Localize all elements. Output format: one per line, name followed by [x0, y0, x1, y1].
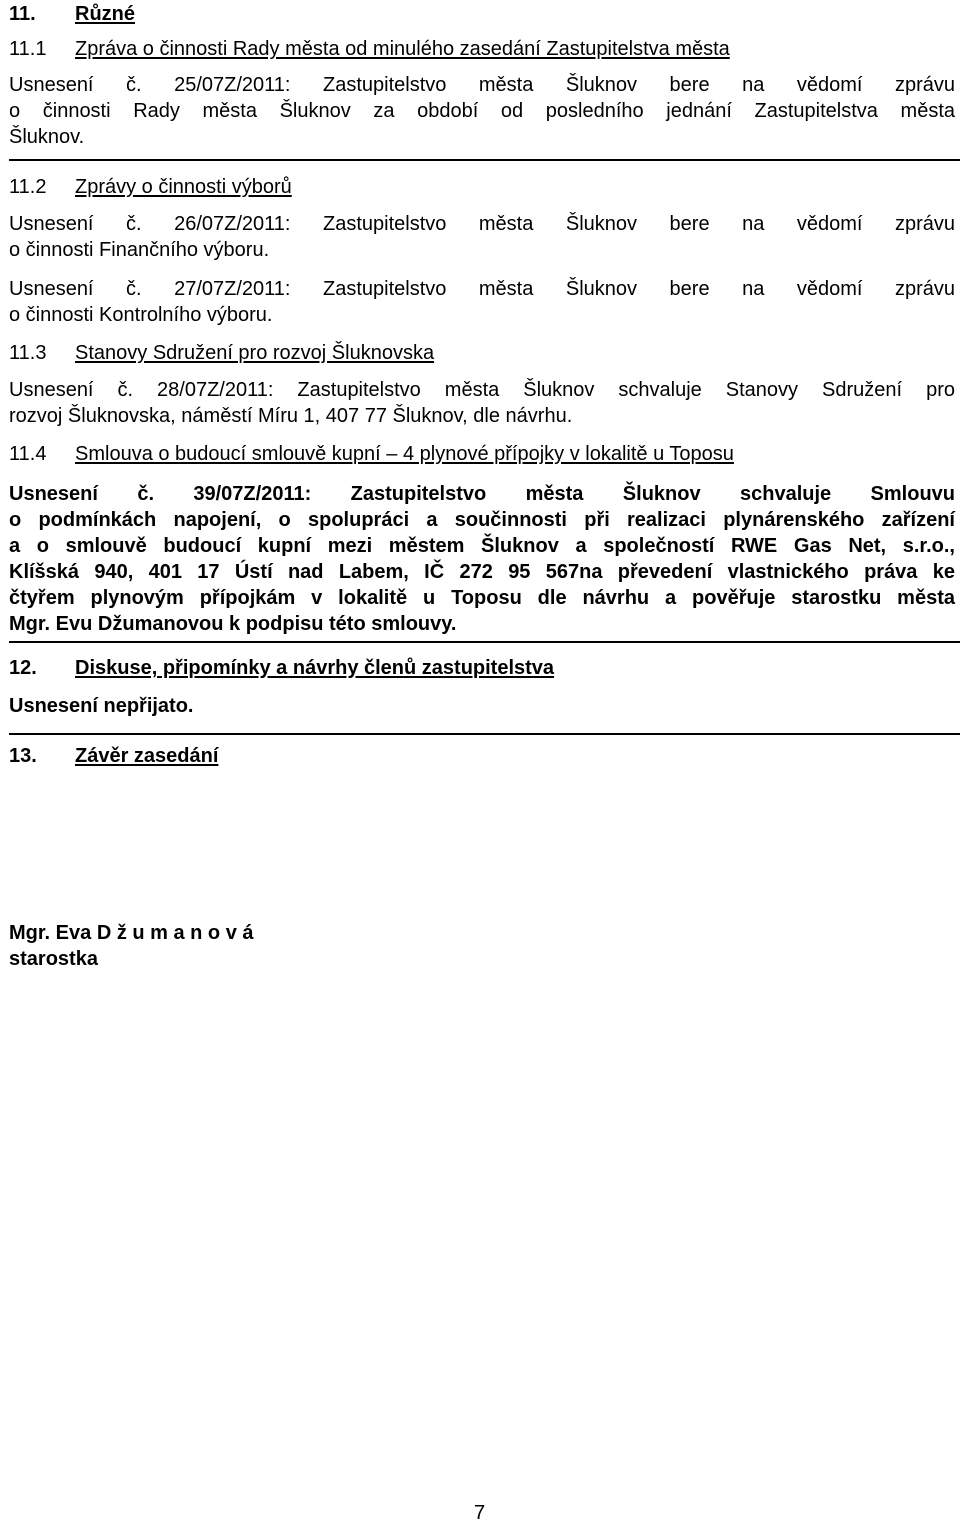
section-11-3-heading [9, 341, 434, 365]
resolution-line: Usnesení č. 25/07Z/2011: Zastupitelstvo města Šluknov bere na vědomí zprávu [9, 74, 955, 96]
section-number: 12. [9, 657, 37, 679]
section-number: 11.2 [9, 176, 47, 198]
resolution-25 [9, 72, 955, 150]
section-title: Stanovy Sdružení pro rozvoj Šluknovska [75, 342, 435, 364]
signature-role: starostka [9, 948, 98, 970]
resolution-39 [9, 481, 955, 637]
resolution-line: Mgr. Evu Džumanovou k podpisu této smlouvy. [9, 613, 457, 635]
resolution-26 [9, 211, 955, 263]
section-number: 11.1 [9, 38, 47, 60]
section-11-4-heading [9, 442, 734, 466]
section-title: Smlouva o budoucí smlouvě kupní – 4 plynové přípojky v lokalitě u Toposu [75, 443, 734, 465]
resolution-28 [9, 377, 955, 429]
page-number: 7 [474, 1502, 486, 1524]
section-title: Zprávy o činnosti výborů [75, 176, 292, 198]
resolution-line: o činnosti Kontrolního výboru. [9, 304, 273, 326]
section-title: Zpráva o činnosti Rady města od minulého zasedání Zastupitelstva města [75, 38, 730, 60]
section-11-heading [9, 2, 135, 26]
section-number: 11.4 [9, 443, 47, 465]
section-number: 13. [9, 745, 37, 767]
resolution-27 [9, 276, 955, 328]
section-divider [9, 159, 960, 161]
resolution-line: Šluknov. [9, 126, 85, 148]
resolution-line: o činnosti Rady města Šluknov za období od posledního jednání Zastupitelstva města [9, 100, 955, 122]
resolution-line: o činnosti Finančního výboru. [9, 239, 270, 261]
section-number: 11.3 [9, 342, 47, 364]
resolution-line: Usnesení č. 39/07Z/2011: Zastupitelstvo města Šluknov schvaluje Smlouvu [9, 483, 955, 505]
section-title: Diskuse, připomínky a návrhy členů zastupitelstva [75, 657, 555, 679]
section-12-heading [9, 656, 554, 680]
section-number: 11. [9, 3, 36, 25]
section-divider [9, 733, 960, 735]
section-title: Závěr zasedání [75, 745, 219, 767]
resolution-line: rozvoj Šluknovska, náměstí Míru 1, 407 77 Šluknov, dle návrhu. [9, 405, 573, 427]
resolution-line: čtyřem plynovým přípojkám v lokalitě u Toposu dle návrhu a pověřuje starostku města [9, 587, 955, 609]
section-11-1-heading [9, 37, 730, 61]
resolution-line: o podmínkách napojení, o spolupráci a součinnosti při realizaci plynárenského zařízení [9, 509, 955, 531]
resolution-line: Klíšská 940, 401 17 Ústí nad Labem, IČ 272 95 567na převedení vlastnického práva ke [9, 561, 955, 583]
resolution-line: a o smlouvě budoucí kupní mezi městem Šluknov a společností RWE Gas Net, s.r.o., [9, 535, 955, 557]
resolution-line: Usnesení č. 28/07Z/2011: Zastupitelstvo města Šluknov schvaluje Stanovy Sdružení pro [9, 379, 955, 401]
resolution-line: Usnesení č. 26/07Z/2011: Zastupitelstvo města Šluknov bere na vědomí zprávu [9, 213, 955, 235]
section-divider [9, 641, 960, 643]
resolution-line: Usnesení č. 27/07Z/2011: Zastupitelstvo města Šluknov bere na vědomí zprávu [9, 278, 955, 300]
signature-name: Mgr. Eva D ž u m a n o v á [9, 922, 254, 944]
resolution-not-adopted [9, 693, 955, 719]
section-11-2-heading [9, 175, 292, 199]
resolution-line: Usnesení nepřijato. [9, 695, 194, 717]
section-13-heading [9, 744, 218, 768]
section-title: Různé [75, 3, 135, 25]
